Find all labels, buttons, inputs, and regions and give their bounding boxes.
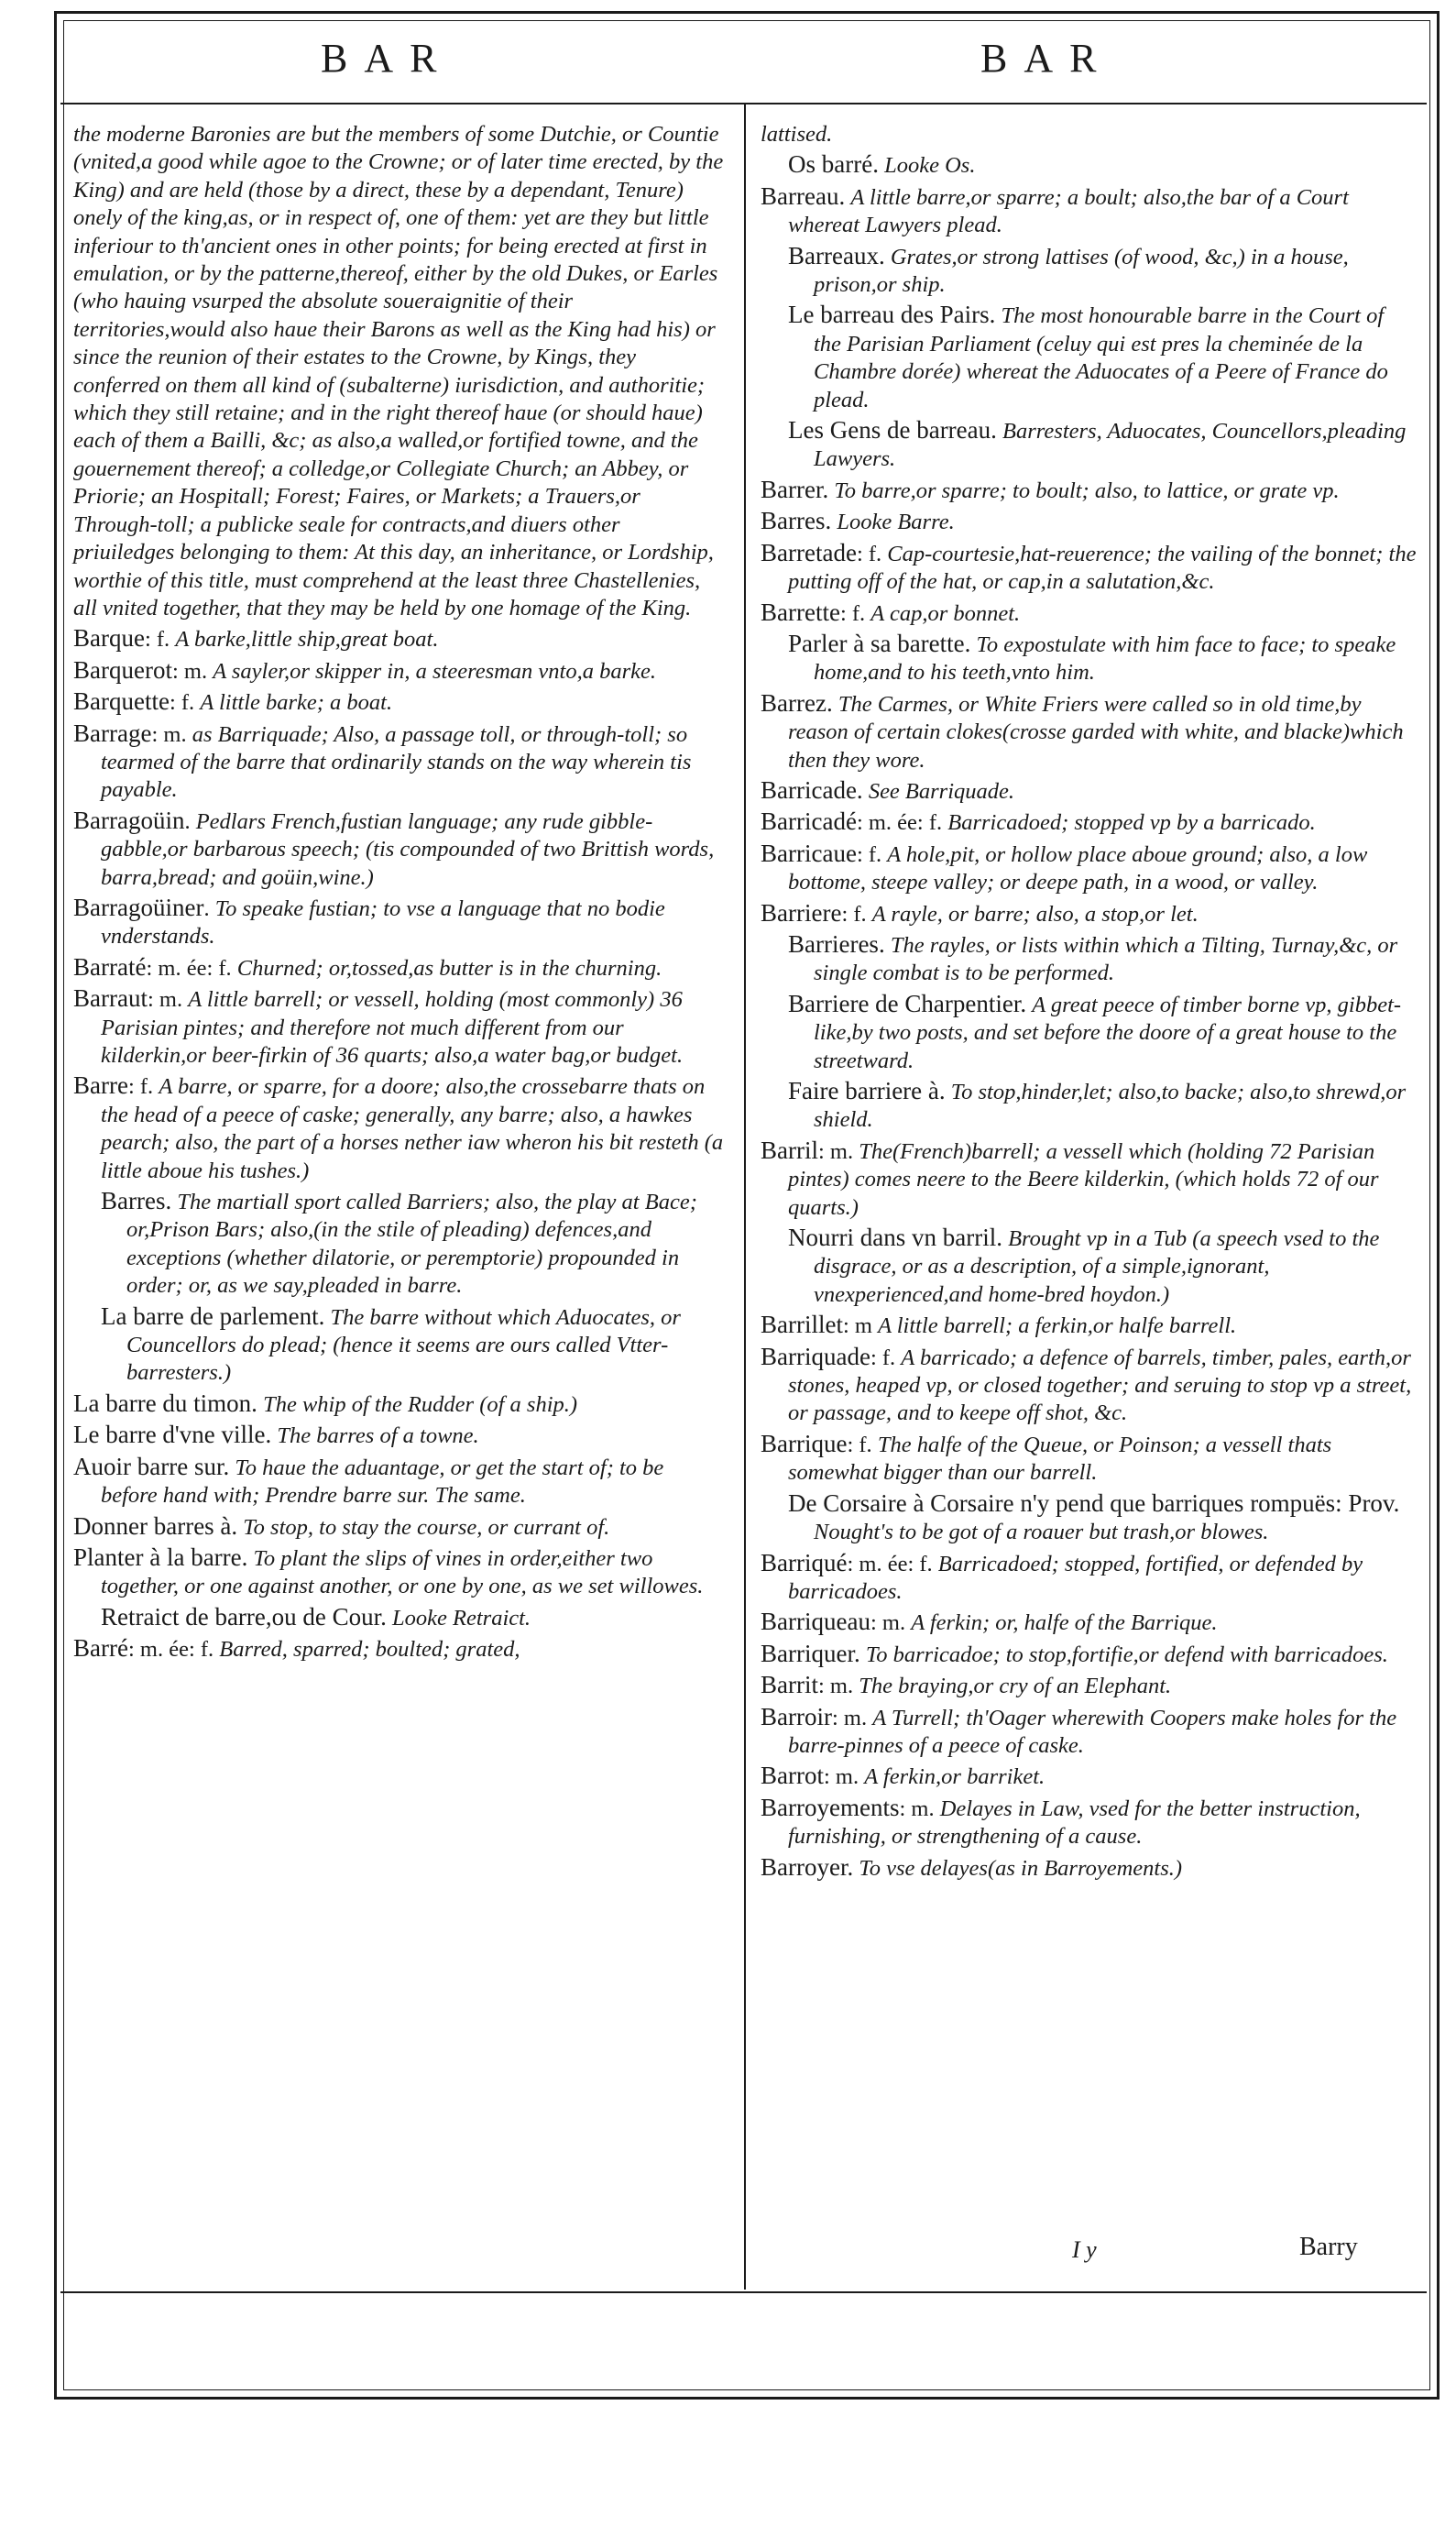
- entry-headword: Planter à la barre.: [73, 1543, 248, 1571]
- entry-grammar: : m.: [151, 721, 187, 747]
- column-divider: [744, 103, 746, 2290]
- entry-definition: A little barre,or sparre; a boult; also,the bar of a Court whereat Lawyers plead.: [788, 184, 1349, 238]
- entry-grammar: : m.: [899, 1796, 935, 1821]
- entry-definition: the moderne Baronies are but the members of some Dutchie, or Countie (vnited,a good while agoe to the Crowne; or of later time erected, by the King) and are held (those by a direct, these by a dependant, Tenure) onely of the king,as, or in respect of, one of them: yet are they but little inferiour to th'ancient ones in other points; for being erected at first in emulation, or by the patterne,thereof, either by the old Dukes, or Earles (who hauing vsurped the absolute soueraignitie of their territories,would also haue their Barons as well as the King had his) or since the reunion of their estates to the Crowne, by Kings, they conferred on them all kind of (subalterne) iurisdiction, and authoritie; which they still retaine; and in the right thereof haue (or should haue) each of them a Bailli, &c; as also,a walled,or fortified towne, and the gouernement thereof; a colledge,or Collegiate Church; an Abbey, or Priorie; an Hospitall; Forest; Faires, or Markets; a Trauers,or Through-toll; a publicke seale for contracts,and diuers other priuiledges belonging to them: At this day, an inheritance, or Lordship, worthie of this title, must comprehend at the least three Chastellenies, all vnited together, that they may be held by one homage of the King.: [73, 122, 724, 621]
- entry-definition: The whip of the Rudder (of a ship.): [263, 1391, 578, 1417]
- entry-grammar: : m.: [870, 1610, 906, 1636]
- entry-grammar: : f.: [841, 901, 867, 927]
- entry-headword: Les Gens de barreau.: [788, 416, 997, 445]
- entry-grammar: : f.: [847, 1432, 872, 1457]
- entry-grammar: : m.: [817, 1674, 854, 1699]
- entry-grammar: : m. ée: f.: [146, 955, 232, 981]
- entry-grammar: : m.: [831, 1705, 868, 1730]
- entry-grammar: : m. ée: f.: [127, 1637, 214, 1663]
- dictionary-entry: [761, 840, 1417, 897]
- entry-definition: To stop,hinder,let; also,to backe; also,to shrewd,or shield.: [814, 1080, 1407, 1133]
- dictionary-entry: [73, 121, 726, 622]
- entry-definition: A barre, or sparre, for a doore; also,the crossebarre thats on the head of a peece of caske; generally, any barre; also, a hawkes pearch; also, the part of a horses nether iaw wheron his bit resteth (a little aboue his tushes.): [101, 1074, 724, 1183]
- dictionary-entry: [761, 807, 1417, 837]
- dictionary-entry: [73, 656, 726, 686]
- entry-headword: Barricadé: [761, 807, 857, 836]
- dictionary-entry: [761, 1311, 1417, 1340]
- entry-headword: Barreau.: [761, 181, 846, 210]
- entry-definition: Looke Os.: [884, 153, 976, 179]
- entry-definition: Churned; or,tossed,as butter is in the churning.: [236, 955, 662, 981]
- entry-definition: A Turrell; th'Oager wherewith Coopers make holes for the barre-pinnes of a peece of caske.: [788, 1705, 1397, 1758]
- entry-definition: To stop, to stay the course, or currant of.: [243, 1514, 610, 1540]
- entry-definition: A great peece of timber borne vp, gibbet-like,by two posts, and set before the doore of a great house to the streetward.: [814, 992, 1402, 1073]
- entry-headword: Barrer.: [761, 475, 829, 503]
- entry-definition: as Barriquade; Also, a passage toll, or through-toll; so tearmed of the barre that ordinarily stands on the way wherein tis payable.: [101, 721, 692, 803]
- entry-grammar: : f.: [839, 600, 866, 626]
- dictionary-entry: [761, 1549, 1417, 1607]
- entry-definition: The rayles, or lists within which a Tilting, Turnay,&c, or single combat is to be performed.: [814, 932, 1398, 986]
- dictionary-entry: [761, 689, 1417, 774]
- entry-definition: The martiall sport called Barriers; also, the play at Bace; or,Prison Bars; also,(in the stile of pleading) defences,and exceptions (whether dilatorie, or peremptorie) propounded in order; or, as we say,pleaded in barre.: [126, 1190, 697, 1299]
- entry-definition: Barricadoed; stopped, fortified, or defended by barricadoes.: [788, 1551, 1363, 1604]
- entry-definition: A barke,little ship,great boat.: [175, 627, 439, 653]
- entry-headword: Barrieres.: [788, 929, 885, 958]
- footer-rule: [60, 2291, 1427, 2293]
- dictionary-entry: [761, 1430, 1417, 1488]
- entry-headword: Barragoüin: [73, 806, 185, 834]
- entry-definition: The Carmes, or White Friers were called so in old time,by reason of certain clokes(crosse garded with white, and blacke)which then they wore.: [788, 691, 1404, 773]
- entry-grammar: : f.: [127, 1074, 154, 1100]
- dictionary-entry: [73, 1302, 726, 1388]
- entry-headword: Parler à sa barette.: [788, 629, 971, 657]
- dictionary-entry: [73, 953, 726, 983]
- dictionary-entry: [761, 1671, 1417, 1700]
- entry-definition: A sayler,or skipper in, a steeresman vnto,a barke.: [213, 658, 657, 684]
- dictionary-entry: [73, 1421, 726, 1450]
- entry-definition: See Barriquade.: [868, 778, 1015, 804]
- dictionary-entry: [761, 1077, 1417, 1135]
- dictionary-entry: [73, 1634, 726, 1664]
- entry-grammar: : f.: [856, 541, 882, 566]
- dictionary-entry: [73, 1187, 726, 1301]
- dictionary-entry: [761, 776, 1417, 806]
- entry-headword: Barrillet: [761, 1311, 843, 1339]
- dictionary-entry: [73, 984, 726, 1070]
- dictionary-entry: [761, 899, 1417, 928]
- entry-definition: To plant the slips of vines in order,either two together, or one against another, or one by one, as we set willowes.: [101, 1545, 704, 1599]
- entry-headword: Barriquade: [761, 1342, 870, 1370]
- dictionary-entry: [761, 507, 1417, 536]
- entry-definition: A hole,pit, or hollow place aboue ground; also, a low bottome, steepe valley; or deepe path, in a wood, or valley.: [788, 841, 1368, 895]
- entry-grammar: : m: [842, 1313, 872, 1339]
- entry-headword: Barretade: [761, 538, 857, 566]
- dictionary-entry: [73, 1453, 726, 1510]
- entry-definition: Grates,or strong lattises (of wood, &c,) in a house, prison,or ship.: [814, 244, 1349, 298]
- entry-grammar: : m.: [147, 987, 183, 1013]
- dictionary-entry: [761, 121, 1417, 148]
- dictionary-entry: [761, 599, 1417, 628]
- entry-grammar: : f.: [870, 1345, 896, 1370]
- entry-headword: Auoir barre sur.: [73, 1452, 230, 1480]
- entry-headword: Le barreau des Pairs.: [788, 301, 996, 329]
- entry-grammar: : m. ée: f.: [856, 810, 943, 836]
- running-head-left: BAR: [321, 36, 454, 81]
- entry-definition: To barricadoe; to stop,fortifie,or defend with barricadoes.: [865, 1642, 1388, 1667]
- entry-headword: Os barré.: [788, 150, 879, 179]
- dictionary-entry: [73, 894, 726, 951]
- dictionary-entry: [761, 630, 1417, 687]
- entry-headword: Le barre d'vne ville.: [73, 1421, 272, 1449]
- dictionary-entry: [761, 1703, 1417, 1761]
- dictionary-entry: [73, 1389, 726, 1419]
- dictionary-entry: [761, 476, 1417, 505]
- entry-headword: De Corsaire à Corsaire n'y pend que barriques rompuës: Prov.: [788, 1488, 1400, 1517]
- dictionary-entry: [73, 1603, 726, 1632]
- dictionary-entry: [761, 416, 1417, 474]
- dictionary-entry: [761, 1762, 1417, 1791]
- entry-headword: La barre de parlement.: [101, 1301, 325, 1330]
- entry-headword: La barre du timon.: [73, 1389, 257, 1417]
- dictionary-entry: [73, 719, 726, 805]
- signature-mark: I y: [1072, 2236, 1097, 2263]
- right-column: [761, 121, 1417, 1884]
- entry-definition: To expostulate with him face to face; to speake home,and to his teeth,vnto him.: [814, 632, 1396, 686]
- entry-definition: A ferkin,or barriket.: [864, 1764, 1045, 1790]
- dictionary-entry: [761, 1137, 1417, 1222]
- entry-definition: Barresters, Aduocates, Councellors,pleading Lawyers.: [814, 419, 1407, 472]
- dictionary-entry: [73, 1071, 726, 1185]
- dictionary-entry: [761, 1224, 1417, 1309]
- entry-definition: The halfe of the Queue, or Poinson; a vessell thats somewhat bigger than our barrell.: [788, 1432, 1332, 1486]
- entry-headword: Barres.: [101, 1187, 172, 1215]
- dictionary-entry: [761, 1853, 1417, 1883]
- catchword: Barry: [1299, 2233, 1358, 2261]
- entry-headword: Barriqué: [761, 1548, 848, 1576]
- entry-headword: Barquette: [73, 687, 170, 716]
- dictionary-entry: [761, 182, 1417, 240]
- entry-grammar: : m.: [817, 1138, 854, 1164]
- dictionary-entry: [761, 1794, 1417, 1851]
- entry-definition: A cap,or bonnet.: [870, 600, 1021, 626]
- entry-headword: Barraté: [73, 952, 147, 981]
- dictionary-entry: [761, 1343, 1417, 1428]
- entry-definition: Nought's to be got of a roauer but trash,or blowes.: [814, 1520, 1269, 1545]
- entry-definition: Barricadoed; stopped vp by a barricado.: [947, 810, 1316, 836]
- entry-headword: Barril: [761, 1136, 818, 1164]
- dictionary-entry: [73, 687, 726, 717]
- dictionary-entry: [761, 301, 1417, 414]
- entry-headword: Barrage: [73, 719, 152, 747]
- entry-headword: Barré: [73, 1634, 128, 1663]
- dictionary-entry: [761, 990, 1417, 1075]
- entry-headword: Barroyements: [761, 1793, 900, 1821]
- entry-headword: Barque: [73, 624, 145, 653]
- dictionary-entry: [761, 930, 1417, 988]
- entry-headword: Barrette: [761, 598, 840, 626]
- entry-grammar: : m. ée: f.: [847, 1551, 933, 1576]
- entry-definition: Pedlars French,fustian language; any rude gibble-gabble,or barbarous speech; (tis compounded of two Brittish words, barra,bread; and goüin,wine.): [101, 808, 715, 890]
- entry-definition: To haue the aduantage, or get the start of; to be before hand with; Prendre barre sur. The same.: [101, 1455, 664, 1509]
- entry-headword: Barres.: [761, 507, 832, 535]
- entry-definition: A little barrell; or vessell, holding (most commonly) 36 Parisian pintes; and therefore not much different from our kilderkin,or beer-firkin of 36 quarts; also,a water bag,or budget.: [101, 987, 684, 1068]
- entry-headword: Barrit: [761, 1671, 818, 1699]
- entry-definition: A little barke; a boat.: [200, 690, 393, 716]
- entry-definition: The most honourable barre in the Court of the Parisian Parliament (celuy qui est pres la cheminée de la Chambre dorée) whereat the Aduocates of a Peere of France do plead.: [814, 303, 1388, 412]
- dictionary-entry: [761, 1640, 1417, 1669]
- entry-definition: Barred, sparred; boulted; grated,: [219, 1637, 520, 1663]
- dictionary-entry: [73, 1543, 726, 1601]
- entry-definition: The barre without which Aduocates, or Councellors do plead; (hence it seems are ours called Vtter-barresters.): [126, 1304, 681, 1386]
- entry-headword: Barroyer.: [761, 1852, 854, 1881]
- entry-headword: Nourri dans vn barril.: [788, 1224, 1002, 1252]
- entry-headword: Barraut: [73, 984, 148, 1013]
- entry-definition: A rayle, or barre; also, a stop,or let.: [871, 901, 1199, 927]
- entry-grammar: : f.: [144, 627, 170, 653]
- entry-definition: The barres of a towne.: [277, 1423, 479, 1449]
- entry-headword: Barrique: [761, 1429, 848, 1457]
- dictionary-entry: [761, 150, 1417, 180]
- entry-grammar: : m.: [171, 658, 208, 684]
- entry-headword: Barrot: [761, 1762, 824, 1790]
- entry-definition: A little barrell; a ferkin,or halfe barrell.: [878, 1313, 1237, 1339]
- dictionary-entry: [761, 242, 1417, 300]
- entry-grammar: : f.: [856, 841, 882, 867]
- dictionary-entry: [761, 1489, 1417, 1547]
- entry-headword: Barre: [73, 1071, 128, 1100]
- entry-headword: Faire barriere à.: [788, 1077, 946, 1104]
- entry-definition: The braying,or cry of an Elephant.: [859, 1674, 1172, 1699]
- entry-headword: Donner barres à.: [73, 1511, 238, 1540]
- entry-definition: To vse delayes(as in Barroyements.): [859, 1855, 1183, 1881]
- entry-headword: Barragoüiner: [73, 893, 204, 921]
- entry-definition: Looke Retraict.: [392, 1605, 531, 1631]
- dictionary-entry: [73, 624, 726, 653]
- entry-definition: Cap-courtesie,hat-reuerence; the vailing of the bonnet; the putting off of the hat, or cap,in a salutation,&c.: [788, 541, 1417, 595]
- entry-headword: Barrez.: [761, 688, 833, 717]
- entry-headword: Barroir: [761, 1702, 832, 1730]
- entry-headword: Barriqueau: [761, 1608, 870, 1636]
- entry-definition: The(French)barrell; a vessell which (holding 72 Parisian pintes) comes neere to the Beere kilderkin, (which holds 72 of our quarts.): [788, 1138, 1379, 1220]
- entry-headword: Barricade.: [761, 775, 863, 804]
- entry-definition: Delayes in Law, vsed for the better instruction, furnishing, or strengthening of a cause.: [788, 1796, 1361, 1850]
- entry-headword: Barricaue: [761, 839, 857, 867]
- entry-grammar: .: [184, 808, 191, 834]
- entry-headword: Barquerot: [73, 655, 172, 684]
- running-head-right: BAR: [980, 36, 1113, 81]
- entry-headword: Retraict de barre,ou de Cour.: [101, 1602, 387, 1631]
- entry-definition: Brought vp in a Tub (a speech vsed to the disgrace, or as a description, of a simple,ignorant, vnexperienced,and home-bred hoydon.): [814, 1226, 1380, 1307]
- entry-definition: To barre,or sparre; to boult; also, to lattice, or grate vp.: [834, 478, 1340, 503]
- left-column: [73, 121, 726, 1666]
- entry-definition: A barricado; a defence of barrels, timber, pales, earth,or stones, heaped vp, or closed together; and seruing to stop vp a street, or passage, and to keepe off shot, &c.: [788, 1345, 1412, 1426]
- entry-headword: Barriere de Charpentier.: [788, 989, 1027, 1017]
- entry-headword: Barriere: [761, 898, 842, 927]
- entry-definition: Looke Barre.: [837, 510, 955, 535]
- dictionary-entry: [73, 807, 726, 892]
- entry-definition: To speake fustian; to vse a language that no bodie vnderstands.: [101, 895, 665, 950]
- entry-headword: Barreaux.: [788, 241, 885, 269]
- entry-definition: A ferkin; or, halfe of the Barrique.: [911, 1610, 1218, 1636]
- entry-grammar: : m.: [823, 1764, 859, 1790]
- entry-grammar: : f.: [169, 690, 195, 716]
- dictionary-entry: [73, 1512, 726, 1542]
- dictionary-entry: [761, 1608, 1417, 1637]
- entry-definition: lattised.: [761, 122, 833, 147]
- entry-grammar: .: [203, 895, 210, 921]
- dictionary-entry: [761, 539, 1417, 597]
- entry-headword: Barriquer.: [761, 1639, 860, 1667]
